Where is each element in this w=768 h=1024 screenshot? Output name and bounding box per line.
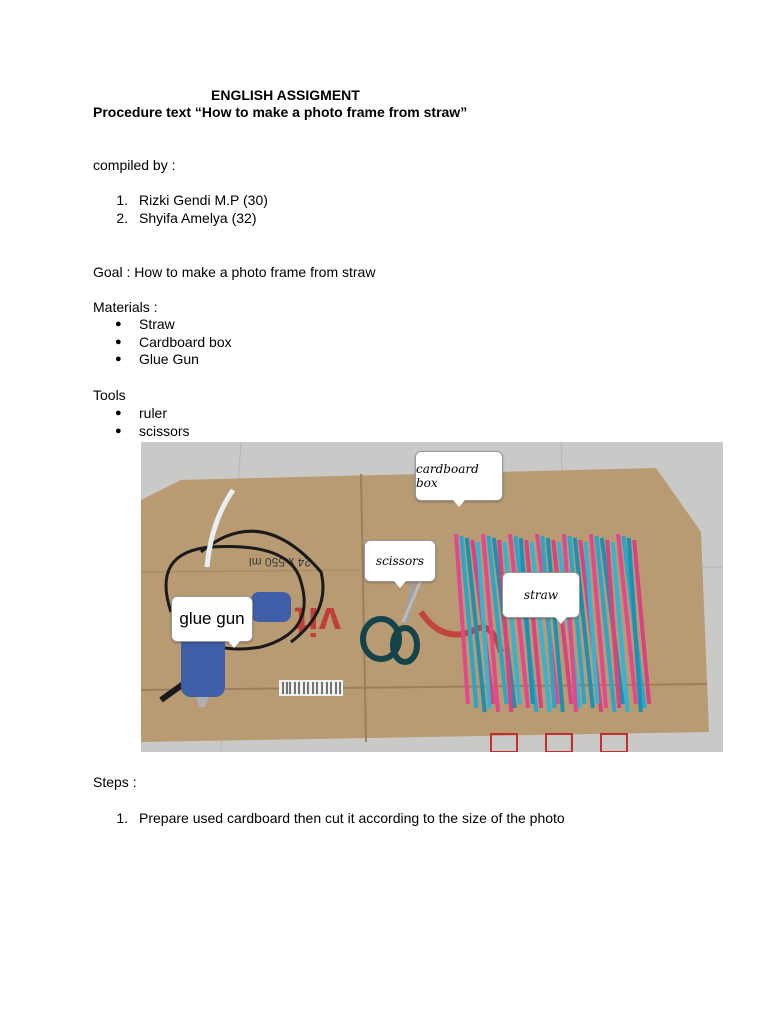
material-item: Cardboard box xyxy=(139,334,232,350)
author-number: 2. xyxy=(116,210,128,226)
box-print-size: 24 x 550 ml xyxy=(248,555,311,569)
materials-label: Materials : xyxy=(93,299,158,315)
label-glue-gun: glue gun xyxy=(171,596,253,642)
bullet-icon: ● xyxy=(115,336,122,348)
material-item: Glue Gun xyxy=(139,351,199,367)
step-text: Prepare used cardboard then cut it according to the size of the photo xyxy=(139,810,565,826)
label-cardboard-box: cardboard box xyxy=(415,451,503,501)
author-number: 1. xyxy=(116,192,128,208)
bullet-icon: ● xyxy=(115,425,122,437)
bullet-icon: ● xyxy=(115,353,122,365)
barcode xyxy=(279,680,343,696)
materials-photo xyxy=(141,442,723,752)
compiled-by-label: compiled by : xyxy=(93,157,176,173)
document-title: ENGLISH ASSIGMENT xyxy=(211,87,360,103)
author-name: Shyifa Amelya (32) xyxy=(139,210,257,226)
document-subtitle: Procedure text “How to make a photo frame from straw” xyxy=(93,104,468,120)
goal-text: Goal : How to make a photo frame from straw xyxy=(93,264,376,280)
tools-label: Tools xyxy=(93,387,126,403)
steps-label: Steps : xyxy=(93,774,137,790)
tool-item: scissors xyxy=(139,423,190,439)
label-straw: straw xyxy=(502,572,580,618)
step-number: 1. xyxy=(116,810,128,826)
author-name: Rizki Gendi M.P (30) xyxy=(139,192,268,208)
box-print-brand: vit xyxy=(294,599,341,643)
material-item: Straw xyxy=(139,316,175,332)
bullet-icon: ● xyxy=(115,318,122,330)
label-scissors: scissors xyxy=(364,540,436,582)
tool-item: ruler xyxy=(139,405,168,421)
bullet-icon: ● xyxy=(115,407,122,419)
